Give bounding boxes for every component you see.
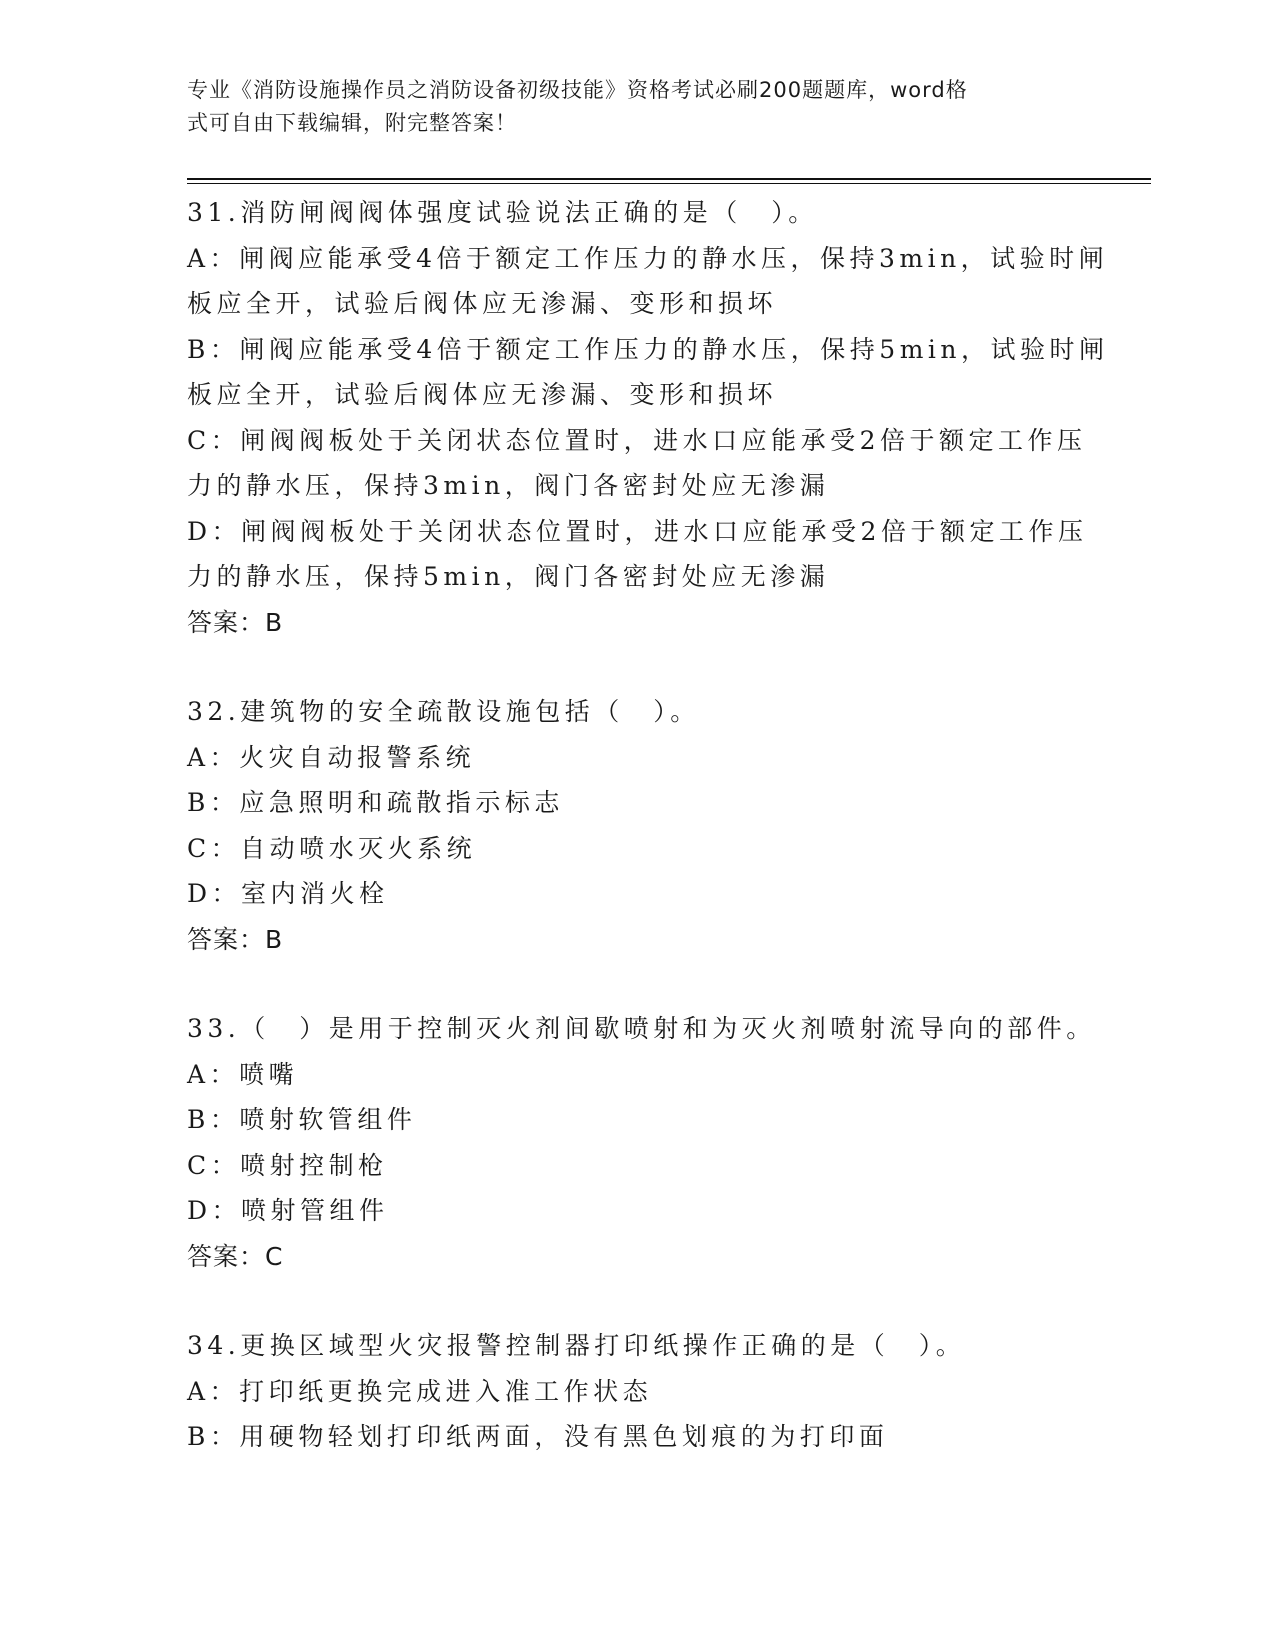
option-text: 力的静水压，保持3min，阀门各密封处应无渗漏 [187,471,830,500]
option-text: 板应全开，试验后阀体应无渗漏、变形和损坏 [187,380,778,409]
option-text: 室内消火栓 [241,879,389,908]
option-line [187,735,1087,781]
option-text: 闸阀阀板处于关闭状态位置时，进水口应能承受2倍于额定工作压 [241,516,1088,546]
question-list [187,190,1109,1504]
option-key: A： [187,243,240,273]
option-key: C： [187,1150,241,1180]
option-line [187,1188,1087,1234]
header-divider-thin [187,183,1151,184]
option-text: 喷射控制枪 [240,1150,388,1180]
question-stem: 31.消防闸阀阀体强度试验说法正确的是（ ）。 [187,198,818,227]
option-line [187,418,1087,464]
option-line [187,327,1109,373]
option-line [187,236,1109,282]
option-text: 闸阀应能承受4倍于额定工作压力的静水压，保持3min，试验时闸 [239,243,1109,273]
option-key: D： [187,1196,242,1225]
option-line [187,554,1087,600]
option-key: B： [187,334,240,364]
option-line [187,463,1087,509]
option-key: C： [187,833,241,863]
question-stem: 32.建筑物的安全疏散设施包括（ ）。 [187,697,700,726]
option-text: 自动喷水灭火系统 [240,833,477,863]
option-key: C： [187,425,241,455]
option-key: A： [187,742,240,772]
question-block [187,1323,1087,1460]
option-key: D： [187,879,242,908]
option-key: B： [187,1105,240,1134]
option-line [187,1414,1087,1460]
option-text: 应急照明和疏散指示标志 [239,788,564,817]
option-line [187,1369,1087,1415]
option-line [187,1052,1087,1098]
option-key: A： [187,1059,240,1089]
question-block [187,1006,1096,1279]
option-line [187,1097,1087,1143]
option-text: 闸阀阀板处于关闭状态位置时，进水口应能承受2倍于额定工作压 [240,425,1087,455]
option-text: 用硬物轻划打印纸两面，没有黑色划痕的为打印面 [239,1422,889,1451]
header-line-2: 式可自由下载编辑，附完整答案！ [187,111,517,135]
question-stem: 33.（ ）是用于控制灭火剂间歇喷射和为灭火剂喷射流导向的部件。 [187,1014,1096,1043]
option-key: B： [187,788,240,817]
option-line [187,1143,1087,1189]
option-text: 喷射软管组件 [239,1105,417,1134]
option-key: A： [187,1376,240,1406]
option-text: 喷嘴 [239,1059,299,1089]
header-line-1: 专业《消防设施操作员之消防设备初级技能》资格考试必刷200题题库，word格 [187,78,968,102]
option-line [187,780,1087,826]
option-text: 力的静水压，保持5min，阀门各密封处应无渗漏 [187,562,830,591]
question-stem: 34.更换区域型火灾报警控制器打印纸操作正确的是（ ）。 [187,1331,966,1360]
option-text: 闸阀应能承受4倍于额定工作压力的静水压，保持5min，试验时闸 [239,334,1109,364]
header-divider-thick [187,178,1151,180]
answer-line: 答案：C [187,1241,284,1271]
option-key: D： [187,516,242,546]
question-block [187,689,1087,962]
document-header [187,74,1067,140]
option-line [187,372,1087,418]
option-line [187,826,1087,872]
answer-line: 答案：B [187,607,284,637]
option-line [187,871,1087,917]
option-text: 板应全开，试验后阀体应无渗漏、变形和损坏 [187,289,778,318]
option-text: 喷射管组件 [241,1196,389,1225]
option-key: B： [187,1422,240,1451]
question-block [187,190,1109,645]
option-line [187,281,1087,327]
option-line [187,509,1087,555]
answer-line: 答案：B [187,924,284,954]
option-text: 打印纸更换完成进入准工作状态 [239,1376,653,1406]
option-text: 火灾自动报警系统 [239,742,476,772]
